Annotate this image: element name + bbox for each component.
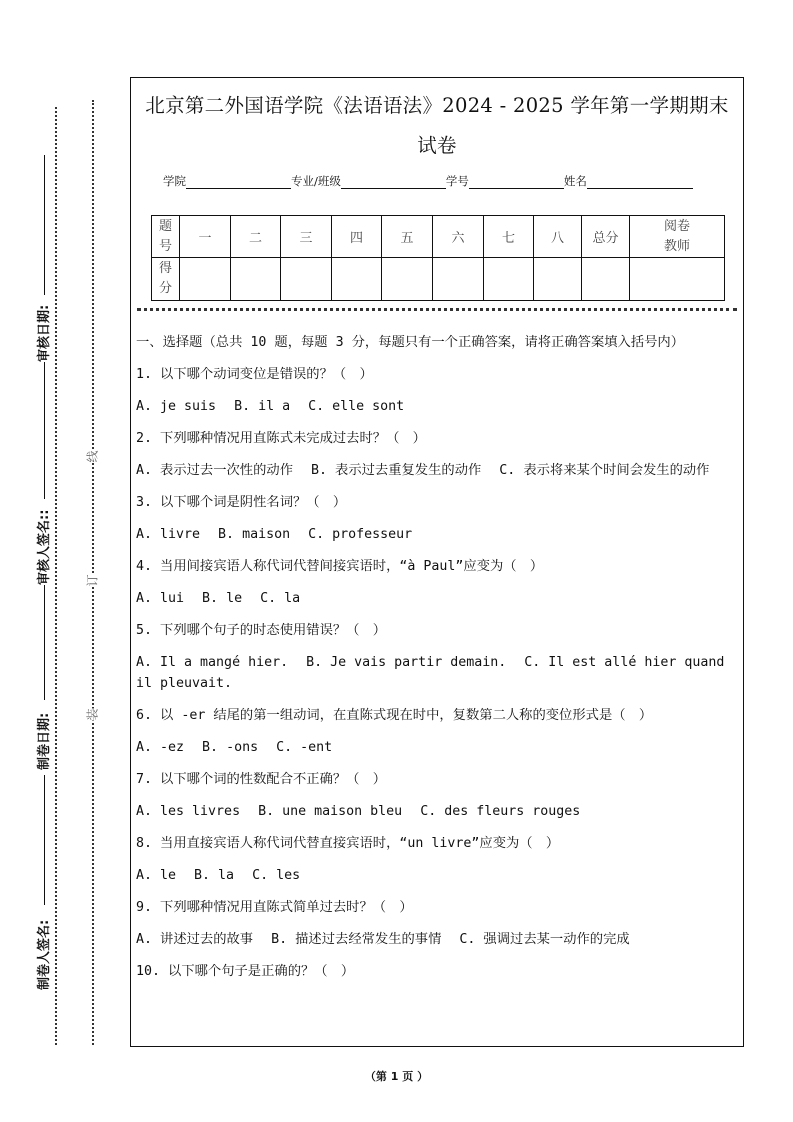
header-char: 得 <box>158 261 172 276</box>
exam-title-continued: 试卷 <box>417 134 457 157</box>
option-c: C. 强调过去某一动作的完成 <box>459 932 630 947</box>
score-cell[interactable] <box>281 258 332 301</box>
option-a: A. -ez <box>136 740 185 755</box>
question-8: 8. 当用直接宾语人称代词代替直接宾语时，“un livre”应变为（ ） <box>136 836 560 851</box>
outer-dotted-line <box>92 100 94 1045</box>
column-header: 四 <box>332 216 382 258</box>
header-char: 号 <box>158 238 172 254</box>
dotted-separator <box>137 308 737 311</box>
grader-cell[interactable] <box>630 258 725 301</box>
field-label-student-id: 学号 <box>445 174 469 188</box>
score-table-score-row <box>152 258 725 301</box>
option-a: A. Il a mangé hier. <box>136 655 289 670</box>
inner-dotted-line <box>55 107 57 1045</box>
question-1: 1. 以下哪个动词变位是错误的？（ ） <box>136 367 373 382</box>
option-c: C. elle sont <box>308 399 405 414</box>
option-a: A. 表示过去一次性的动作 <box>136 463 293 478</box>
cut-mark-fold: 装 <box>85 708 100 721</box>
maker-sign-line <box>44 775 45 905</box>
column-header: 三 <box>281 216 332 258</box>
option-b: B. 描述过去经常发生的事情 <box>271 932 442 947</box>
option-a: A. le <box>136 868 177 883</box>
cut-mark-line: 线 <box>85 450 100 463</box>
header-char: 教师 <box>663 238 690 254</box>
reviewer-sign-line <box>44 362 45 499</box>
total-score-cell[interactable] <box>582 258 630 301</box>
exam-frame <box>130 77 744 1047</box>
score-cell[interactable] <box>484 258 534 301</box>
score-row-header <box>152 258 180 301</box>
total-header: 总分 <box>582 216 630 258</box>
option-a: A. lui <box>136 591 185 606</box>
question-2: 2. 下列哪种情况用直陈式未完成过去时？（ ） <box>136 431 426 446</box>
exam-title: 北京第二外国语学院《法语语法》2024 - 2025 学年第一学期期末 <box>145 94 729 117</box>
score-table-header-row <box>152 216 725 258</box>
header-char: 分 <box>158 281 172 296</box>
column-header: 二 <box>231 216 281 258</box>
question-9: 9. 下列哪种情况用直陈式简单过去时？（ ） <box>136 900 413 915</box>
score-cell[interactable] <box>534 258 582 301</box>
option-a: A. je suis <box>136 399 217 414</box>
college-field[interactable] <box>186 176 291 189</box>
question-7: 7. 以下哪个词的性数配合不正确？（ ） <box>136 772 387 787</box>
make-date-label: 制卷日期: <box>37 712 52 770</box>
field-label-college: 学院 <box>163 174 186 188</box>
option-b: B. le <box>202 591 243 606</box>
option-b: B. 表示过去重复发生的动作 <box>311 463 482 478</box>
page-number: （第 1 页 ） <box>364 1070 429 1083</box>
question-7-options <box>136 801 737 822</box>
review-date-label: 审核日期: <box>37 304 52 362</box>
cut-mark-bind: 订 <box>85 574 100 587</box>
section-heading: 一、选择题（总共 10 题，每题 3 分，每题只有一个正确答案，请将正确答案填入括号内） <box>136 335 685 350</box>
header-char: 阅卷 <box>663 218 690 234</box>
column-header: 八 <box>534 216 582 258</box>
option-b: B. maison <box>218 527 291 542</box>
score-cell[interactable] <box>231 258 281 301</box>
review-date-line <box>44 155 45 295</box>
question-2-options <box>136 460 737 481</box>
reviewer-sign-label: 审核人签名:: <box>37 509 52 585</box>
header-char: 题 <box>158 218 172 234</box>
option-b: B. une maison bleu <box>258 804 403 819</box>
option-b: B. -ons <box>202 740 259 755</box>
option-a: A. livre <box>136 527 201 542</box>
column-header: 一 <box>180 216 231 258</box>
question-9-options <box>136 929 737 950</box>
question-8-options <box>136 865 737 886</box>
score-cell[interactable] <box>180 258 231 301</box>
option-b: B. la <box>194 868 235 883</box>
question-number-header <box>152 216 180 258</box>
question-5: 5. 下列哪个句子的时态使用错误？（ ） <box>136 623 387 638</box>
question-3-options <box>136 524 737 545</box>
score-cell[interactable] <box>433 258 484 301</box>
question-5-options <box>136 652 737 694</box>
column-header: 五 <box>382 216 433 258</box>
column-header: 六 <box>433 216 484 258</box>
question-10: 10. 以下哪个句子是正确的？（ ） <box>136 964 355 979</box>
student-id-field[interactable] <box>469 176 564 189</box>
option-c: C. les <box>252 868 301 883</box>
section-multiple-choice <box>136 332 737 982</box>
option-c: C. des fleurs rouges <box>420 804 581 819</box>
question-4-options <box>136 588 737 609</box>
question-1-options <box>136 396 737 417</box>
name-field[interactable] <box>587 176 693 189</box>
score-cell[interactable] <box>332 258 382 301</box>
option-b: B. il a <box>234 399 291 414</box>
option-b: B. Je vais partir demain. <box>306 655 507 670</box>
option-a: A. 讲述过去的故事 <box>136 932 254 947</box>
option-c: C. -ent <box>276 740 333 755</box>
question-6: 6. 以 -er 结尾的第一组动词，在直陈式现在时中，复数第二人称的变位形式是（ ） <box>136 708 653 723</box>
option-c: C. la <box>260 591 301 606</box>
field-label-name: 姓名 <box>563 174 587 188</box>
major-class-field[interactable] <box>341 176 446 189</box>
field-label-major-class: 专业/班级 <box>291 174 341 188</box>
option-c: C. professeur <box>308 527 413 542</box>
score-cell[interactable] <box>382 258 433 301</box>
student-info-row <box>163 173 693 189</box>
column-header: 七 <box>484 216 534 258</box>
question-4: 4. 当用间接宾语人称代词代替间接宾语时，“à Paul”应变为（ ） <box>136 559 544 574</box>
question-3: 3. 以下哪个词是阴性名词？（ ） <box>136 495 347 510</box>
option-c: C. Il est allé hier quand il pleuvait. <box>136 655 725 691</box>
make-date-line <box>44 585 45 700</box>
option-c: C. 表示将来某个时间会发生的动作 <box>499 463 710 478</box>
option-a: A. les livres <box>136 804 241 819</box>
question-6-options <box>136 737 737 758</box>
grader-header <box>630 216 725 258</box>
maker-sign-label: 制卷人签名: <box>37 919 52 990</box>
score-table <box>151 215 725 301</box>
